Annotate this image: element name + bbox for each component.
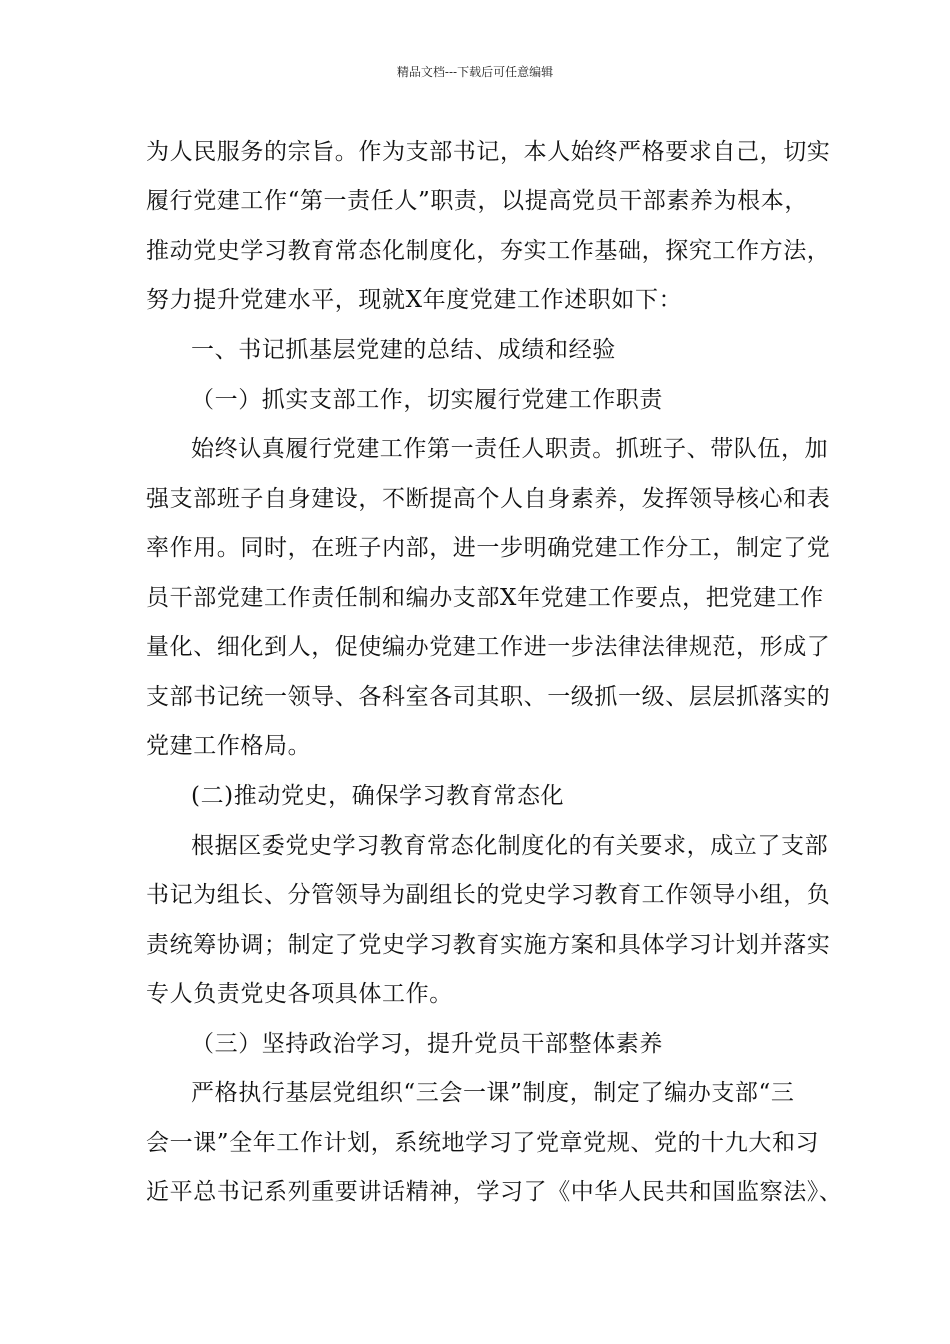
paragraph-line: 率作用。同时，在班子内部，进一步明确党建工作分工，制定了党	[146, 535, 831, 561]
paragraph-line: 支部书记统一领导、各科室各司其职、一级抓一级、层层抓落实的	[146, 684, 831, 710]
paragraph-line: 根据区委党史学习教育常态化制度化的有关要求，成立了支部	[191, 833, 829, 859]
paragraph-line: 近平总书记系列重要讲话精神，学习了《中华人民共和国监察法》、	[146, 1179, 843, 1205]
paragraph-line: 严格执行基层党组织“三会一课”制度，制定了编办支部“三	[191, 1080, 795, 1106]
paragraph-line: 履行党建工作“第一责任人”职责，以提高党员干部素养为根本，	[146, 188, 808, 214]
paragraph-line: 强支部班子自身建设，不断提高个人自身素养，发挥领导核心和表	[146, 486, 831, 512]
paragraph-line: 推动党史学习教育常态化制度化，夯实工作基础，探究工作方法，	[146, 238, 831, 264]
paragraph-line: 员干部党建工作责任制和编办支部X年党建工作要点，把党建工作	[146, 585, 824, 611]
paragraph-line: 党建工作格局。	[146, 733, 312, 759]
paragraph-line: 会一课”全年工作计划，系统地学习了党章党规、党的十九大和习	[146, 1130, 820, 1156]
paragraph-line: 专人负责党史各项具体工作。	[146, 981, 453, 1007]
paragraph-line: 书记为组长、分管领导为副组长的党史学习教育工作领导小组，负	[146, 882, 831, 908]
paragraph-line: 为人民服务的宗旨。作为支部书记，本人始终严格要求自己，切实	[146, 139, 831, 165]
subsection-heading: （三）坚持政治学习，提升党员干部整体素养	[191, 1031, 663, 1057]
subsection-heading: (二)推动党史，确保学习教育常态化	[191, 783, 565, 809]
subsection-heading: （一）抓实支部工作，切实履行党建工作职责	[191, 387, 663, 413]
paragraph-line: 量化、细化到人，促使编办党建工作进一步法律法律规范，形成了	[146, 634, 831, 660]
paragraph-line: 始终认真履行党建工作第一责任人职责。抓班子、带队伍，加	[191, 436, 829, 462]
section-heading: 一、书记抓基层党建的总结、成绩和经验	[191, 337, 616, 363]
paragraph-line: 努力提升党建水平，现就X年度党建工作述职如下：	[146, 287, 683, 313]
paragraph-line: 责统筹协调；制定了党史学习教育实施方案和具体学习计划并落实	[146, 932, 831, 958]
page-header: 精品文档---下载后可任意编辑	[396, 65, 554, 79]
